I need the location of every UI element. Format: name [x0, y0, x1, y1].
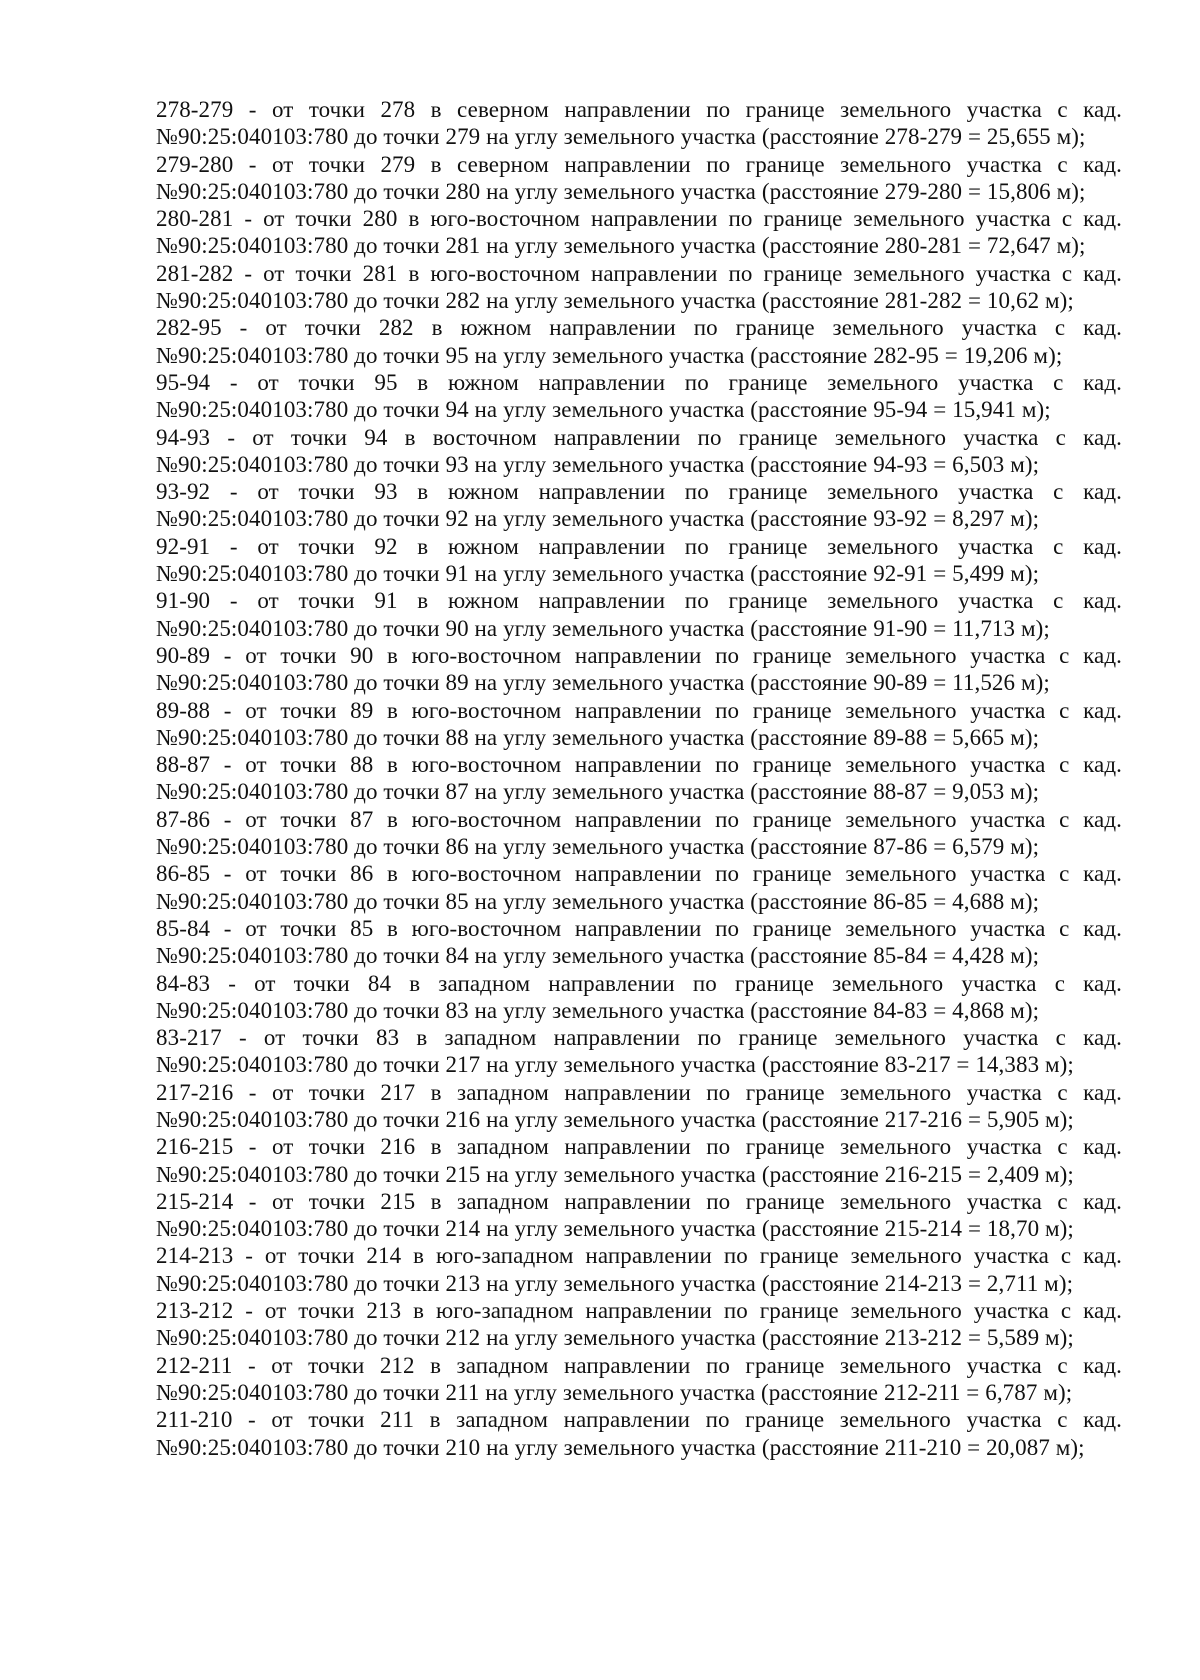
boundary-entry: 90-89 - от точки 90 в юго-восточном направлении по границе земельного участка с кад. №90:25:040103:780 до точки 89 на углу земельного участка (расстояние 90-89 = 11,526 м);	[156, 642, 1122, 696]
boundary-entry: 280-281 - от точки 280 в юго-восточном направлении по границе земельного участка с кад. №90:25:040103:780 до точки 281 на углу земельного участка (расстояние 280-281 = 72,647 м);	[156, 206, 1122, 259]
boundary-description	[156, 96, 1122, 1461]
boundary-entry: 214-213 - от точки 214 в юго-западном направлении по границе земельного участка с кад. №90:25:040103:780 до точки 213 на углу земельного участка (расстояние 214-213 = 2,711 м);	[156, 1243, 1122, 1296]
boundary-entry: 216-215 - от точки 216 в западном направлении по границе земельного участка с кад. №90:25:040103:780 до точки 215 на углу земельного участка (расстояние 216-215 = 2,409 м);	[156, 1134, 1122, 1187]
boundary-entry: 87-86 - от точки 87 в юго-восточном направлении по границе земельного участка с кад. №90:25:040103:780 до точки 86 на углу земельного участка (расстояние 87-86 = 6,579 м);	[156, 806, 1122, 860]
boundary-entry: 83-217 - от точки 83 в западном направлении по границе земельного участка с кад. №90:25:040103:780 до точки 217 на углу земельного участка (расстояние 83-217 = 14,383 м);	[156, 1025, 1122, 1078]
boundary-entry: 211-210 - от точки 211 в западном направлении по границе земельного участка с кад. №90:25:040103:780 до точки 210 на углу земельного участка (расстояние 211-210 = 20,087 м);	[156, 1407, 1122, 1460]
boundary-entry: 281-282 - от точки 281 в юго-восточном направлении по границе земельного участка с кад. №90:25:040103:780 до точки 282 на углу земельного участка (расстояние 281-282 = 10,62 м);	[156, 260, 1122, 314]
boundary-entry: 94-93 - от точки 94 в восточном направлении по границе земельного участка с кад. №90:25:040103:780 до точки 93 на углу земельного участка (расстояние 94-93 = 6,503 м);	[156, 424, 1122, 477]
boundary-entry: 282-95 - от точки 282 в южном направлении по границе земельного участка с кад. №90:25:040103:780 до точки 95 на углу земельного участка (расстояние 282-95 = 19,206 м);	[156, 315, 1122, 368]
boundary-entry: 93-92 - от точки 93 в южном направлении по границе земельного участка с кад. №90:25:040103:780 до точки 92 на углу земельного участка (расстояние 93-92 = 8,297 м);	[156, 479, 1122, 532]
boundary-entry: 91-90 - от точки 91 в южном направлении по границе земельного участка с кад. №90:25:040103:780 до точки 90 на углу земельного участка (расстояние 91-90 = 11,713 м);	[156, 588, 1122, 641]
boundary-entry: 279-280 - от точки 279 в северном направлении по границе земельного участка с кад. №90:25:040103:780 до точки 280 на углу земельного участка (расстояние 279-280 = 15,806 м);	[156, 151, 1122, 204]
boundary-entry: 278-279 - от точки 278 в северном направлении по границе земельного участка с кад. №90:25:040103:780 до точки 279 на углу земельного участка (расстояние 278-279 = 25,655 м);	[156, 97, 1122, 150]
boundary-entry: 213-212 - от точки 213 в юго-западном направлении по границе земельного участка с кад. №90:25:040103:780 до точки 212 на углу земельного участка (расстояние 213-212 = 5,589 м);	[156, 1298, 1122, 1351]
boundary-entry: 88-87 - от точки 88 в юго-восточном направлении по границе земельного участка с кад. №90:25:040103:780 до точки 87 на углу земельного участка (расстояние 88-87 = 9,053 м);	[156, 752, 1122, 805]
boundary-entry: 86-85 - от точки 86 в юго-восточном направлении по границе земельного участка с кад. №90:25:040103:780 до точки 85 на углу земельного участка (расстояние 86-85 = 4,688 м);	[156, 861, 1122, 914]
boundary-entry: 84-83 - от точки 84 в западном направлении по границе земельного участка с кад. №90:25:040103:780 до точки 83 на углу земельного участка (расстояние 84-83 = 4,868 м);	[156, 970, 1122, 1023]
boundary-entry: 215-214 - от точки 215 в западном направлении по границе земельного участка с кад. №90:25:040103:780 до точки 214 на углу земельного участка (расстояние 215-214 = 18,70 м);	[156, 1188, 1122, 1242]
boundary-entry: 95-94 - от точки 95 в южном направлении по границе земельного участка с кад. №90:25:040103:780 до точки 94 на углу земельного участка (расстояние 95-94 = 15,941 м);	[156, 369, 1122, 423]
boundary-entry: 217-216 - от точки 217 в западном направлении по границе земельного участка с кад. №90:25:040103:780 до точки 216 на углу земельного участка (расстояние 217-216 = 5,905 м);	[156, 1079, 1122, 1132]
boundary-entry: 92-91 - от точки 92 в южном направлении по границе земельного участка с кад. №90:25:040103:780 до точки 91 на углу земельного участка (расстояние 92-91 = 5,499 м);	[156, 533, 1122, 587]
boundary-entry: 212-211 - от точки 212 в западном направлении по границе земельного участка с кад. №90:25:040103:780 до точки 211 на углу земельного участка (расстояние 212-211 = 6,787 м);	[156, 1352, 1122, 1405]
boundary-entry: 89-88 - от точки 89 в юго-восточном направлении по границе земельного участка с кад. №90:25:040103:780 до точки 88 на углу земельного участка (расстояние 89-88 = 5,665 м);	[156, 697, 1122, 750]
boundary-entry: 85-84 - от точки 85 в юго-восточном направлении по границе земельного участка с кад. №90:25:040103:780 до точки 84 на углу земельного участка (расстояние 85-84 = 4,428 м);	[156, 915, 1122, 969]
